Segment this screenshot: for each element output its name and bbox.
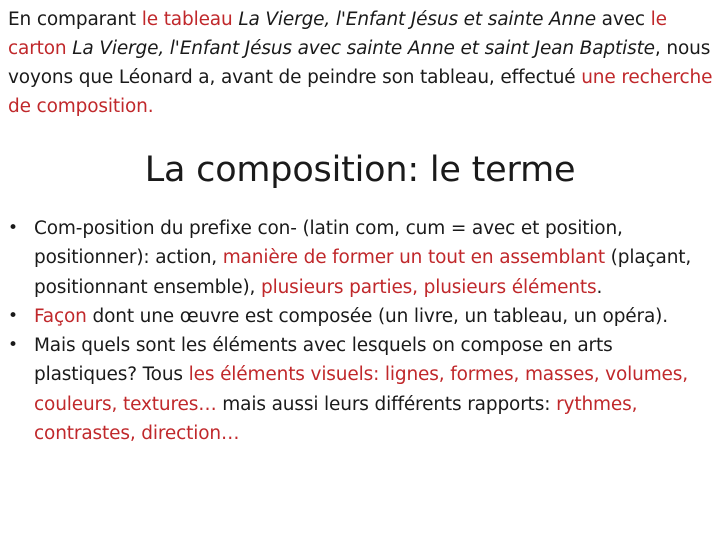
intro-text: avec — [595, 9, 651, 30]
bullet-marker: • — [8, 305, 18, 326]
intro-paragraph — [8, 5, 714, 121]
bullet-text: . — [596, 276, 603, 298]
bullet-highlight: les éléments visuels: lignes, formes, masses, volumes, couleurs, textures… — [34, 364, 689, 415]
bullet-text: mais aussi leurs différents rapports: — [216, 393, 557, 415]
bullet-highlight: manière de former un tout en assemblant — [222, 247, 605, 269]
intro-text: , nous voyons que Léonard a, avant de peindre son tableau, effectué — [8, 38, 711, 88]
bullet-text: Com-position du prefixe con- (latin com, cum = avec et position, positionner): action, — [34, 218, 623, 269]
slide-title: La composition: le terme — [144, 150, 576, 190]
intro-artwork-title-carton: La Vierge, l'Enfant Jésus avec sainte Anne et saint Jean Baptiste — [72, 38, 655, 59]
bullet-marker: • — [8, 218, 18, 238]
bullet-text: Mais quels sont les éléments avec lesquels on compose en arts plastiques? Tous — [34, 335, 613, 386]
intro-period: . — [147, 96, 154, 117]
bullet-marker: • — [8, 335, 18, 356]
bullet-list — [6, 214, 714, 448]
bullet-text: (plaçant, positionnant ensemble), — [34, 247, 692, 298]
bullet-highlight: Façon — [34, 305, 87, 327]
bullet-highlight: rythmes, contrastes, direction… — [34, 393, 638, 445]
bullet-item-facon — [6, 302, 714, 331]
bullet-item-etymology — [6, 214, 714, 302]
bullet-text: dont une œuvre est composée (un livre, un tableau, un opéra). — [86, 305, 668, 327]
bullet-item-elements — [6, 331, 714, 448]
intro-highlight-tableau: le tableau — [141, 9, 233, 30]
bullet-highlight: plusieurs parties, plusieurs éléments — [261, 276, 597, 298]
intro-text: En comparant — [8, 9, 142, 30]
intro-highlight-carton: le carton — [8, 9, 667, 59]
intro-highlight-recherche: une recherche de composition — [8, 67, 713, 117]
intro-artwork-title-tableau: La Vierge, l'Enfant Jésus et sainte Anne — [238, 9, 596, 30]
